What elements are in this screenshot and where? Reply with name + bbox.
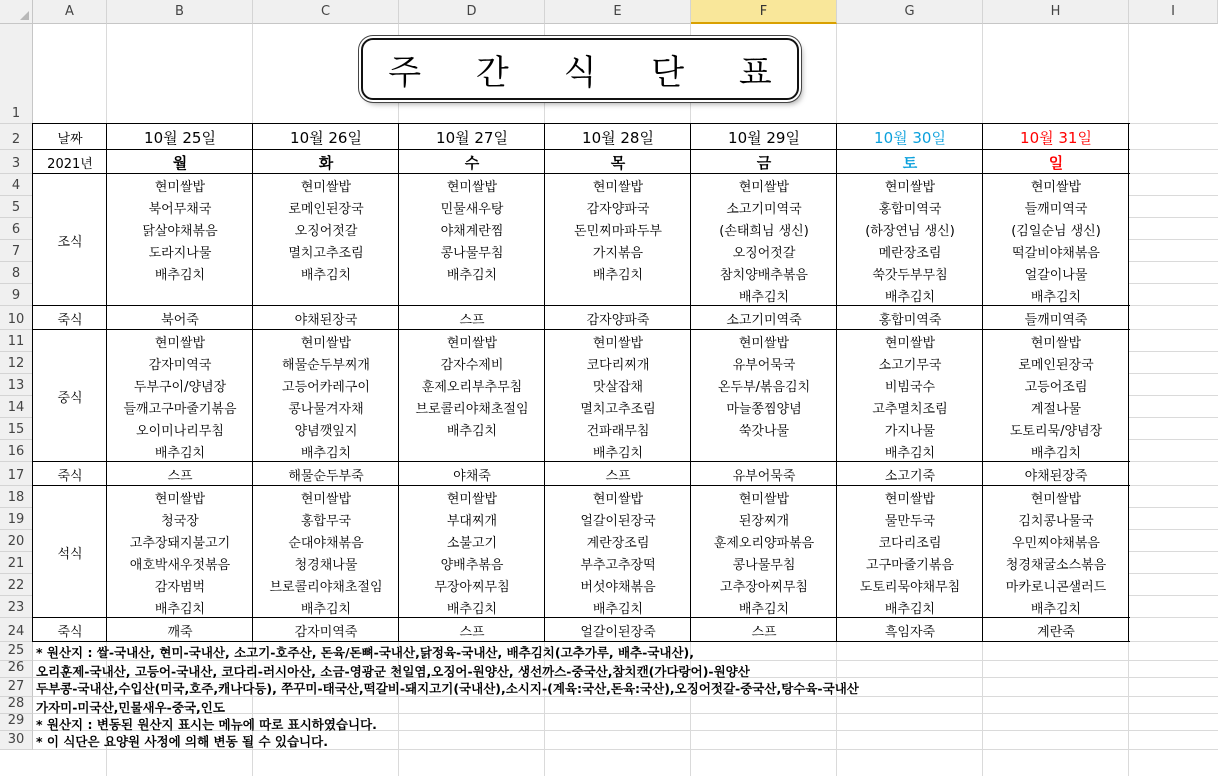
menu-item-cell[interactable]: 해물순두부찌개 <box>282 357 370 373</box>
menu-item-cell[interactable]: 양념깻잎지 <box>294 423 358 439</box>
row-header-20[interactable]: 20 <box>0 530 33 552</box>
menu-item-cell[interactable]: 온두부/볶음김치 <box>717 379 811 395</box>
menu-item-cell[interactable]: 현미쌀밥 <box>154 491 206 507</box>
origin-note-line: * 이 식단은 요양원 사정에 의해 변동 될 수 있습니다. <box>36 734 328 749</box>
row-header-21[interactable]: 21 <box>0 552 33 574</box>
menu-item-cell[interactable]: 배추김치 <box>592 601 644 617</box>
menu-item-cell[interactable]: 배추김치 <box>884 445 936 461</box>
menu-item-cell[interactable]: 현미쌀밥 <box>884 335 936 351</box>
table-border <box>1128 123 1129 642</box>
table-border <box>33 617 1130 618</box>
menu-item-cell[interactable]: 들깨고구마줄기볶음 <box>123 401 237 417</box>
row-header-12[interactable]: 12 <box>0 352 33 374</box>
menu-item-cell[interactable]: 배추김치 <box>300 601 352 617</box>
menu-item-cell[interactable]: 고추장돼지불고기 <box>129 535 231 551</box>
menu-item-cell[interactable]: 김치콩나물국 <box>1018 513 1094 529</box>
row-header-7[interactable]: 7 <box>0 240 33 262</box>
menu-item-cell[interactable]: 현미쌀밥 <box>884 491 936 507</box>
menu-item-cell[interactable]: 현미쌀밥 <box>300 335 352 351</box>
table-border <box>32 641 1129 642</box>
menu-item-cell[interactable]: 도토리묵/양념장 <box>1009 423 1103 439</box>
menu-item-cell[interactable]: 맛살잡채 <box>592 379 644 395</box>
menu-item-cell[interactable] <box>253 284 399 306</box>
menu-item-cell[interactable]: 콩나물무침 <box>440 245 504 261</box>
menu-item-cell[interactable]: 배추김치 <box>592 267 644 283</box>
menu-item-cell[interactable]: 계절나물 <box>1030 401 1082 417</box>
menu-item-cell[interactable]: 현미쌀밥 <box>592 179 644 195</box>
table-border <box>836 123 837 642</box>
title-text: 주 간 식 단 표 <box>388 52 794 93</box>
menu-item-cell[interactable]: 배추김치 <box>154 267 206 283</box>
row-header-5[interactable]: 5 <box>0 196 33 218</box>
menu-item-cell[interactable]: 들깨미역국 <box>1024 201 1088 217</box>
menu-item-cell[interactable]: 감자미역국 <box>148 357 212 373</box>
row-header-30[interactable]: 30 <box>0 731 33 750</box>
menu-item-cell[interactable] <box>399 440 545 462</box>
menu-item-cell[interactable]: 로메인된장국 <box>1018 357 1094 373</box>
row-header-11[interactable]: 11 <box>0 330 33 352</box>
menu-item-cell[interactable]: 고등어조림 <box>1024 379 1088 395</box>
column-header-f[interactable]: F <box>691 0 837 24</box>
title-box[interactable] <box>361 38 799 100</box>
weekday-cell[interactable]: 월 <box>172 153 188 172</box>
column-header-b[interactable]: B <box>107 0 253 24</box>
menu-item-cell[interactable]: 멸치고추조림 <box>580 401 656 417</box>
row-header-18[interactable]: 18 <box>0 486 33 508</box>
menu-item-cell[interactable]: 현미쌀밥 <box>738 335 790 351</box>
menu-item-cell[interactable]: 얼갈이된장국 <box>580 513 656 529</box>
menu-item-cell[interactable]: 소불고기 <box>446 535 498 551</box>
row-header-22[interactable]: 22 <box>0 574 33 596</box>
table-border <box>32 123 33 642</box>
menu-item-cell[interactable]: 소고기미역죽 <box>726 312 802 328</box>
column-header-g[interactable]: G <box>837 0 983 24</box>
menu-item-cell[interactable]: 감자양파죽 <box>586 312 650 328</box>
menu-item-cell[interactable]: 감자미역죽 <box>294 624 358 640</box>
menu-item-cell[interactable]: 건파래무침 <box>586 423 650 439</box>
menu-item-cell[interactable]: 북어무채국 <box>148 201 212 217</box>
row-header-6[interactable]: 6 <box>0 218 33 240</box>
row-header-29[interactable]: 29 <box>0 714 33 731</box>
row-header-4[interactable]: 4 <box>0 174 33 196</box>
menu-item-cell[interactable]: 멸치고추조림 <box>288 245 364 261</box>
meal-label-5[interactable]: 죽식 <box>57 624 83 640</box>
row-header-1[interactable]: 1 <box>0 24 33 124</box>
menu-item-cell[interactable]: 얼갈이된장죽 <box>580 624 656 640</box>
menu-item-cell[interactable]: 청경채나물 <box>294 557 358 573</box>
row-header-28[interactable]: 28 <box>0 697 33 714</box>
table-border <box>33 329 1130 330</box>
row-header-25[interactable]: 25 <box>0 642 33 661</box>
menu-item-cell[interactable]: 브로콜리야채초절임 <box>415 401 529 417</box>
row-header-16[interactable]: 16 <box>0 440 33 462</box>
menu-item-cell[interactable]: 배추김치 <box>154 445 206 461</box>
menu-item-cell[interactable]: 감자범벅 <box>154 579 206 595</box>
weekday-cell[interactable]: 화 <box>318 153 334 172</box>
table-border <box>33 305 1130 306</box>
menu-item-cell[interactable]: 배추김치 <box>154 601 206 617</box>
menu-item-cell[interactable]: 현미쌀밥 <box>1030 335 1082 351</box>
row-header-8[interactable]: 8 <box>0 262 33 284</box>
menu-item-cell[interactable]: 가지나물 <box>884 423 936 439</box>
select-all-corner[interactable] <box>0 0 33 24</box>
weekday-cell[interactable]: 금 <box>756 153 772 172</box>
meal-label-4[interactable]: 석식 <box>57 546 83 562</box>
menu-item-cell[interactable]: 코다리조림 <box>878 535 942 551</box>
menu-item-cell[interactable]: 스프 <box>751 624 777 640</box>
menu-item-cell[interactable]: 야채계란찜 <box>440 223 504 239</box>
menu-item-cell[interactable]: 쑥갓나물 <box>738 423 790 439</box>
menu-item-cell[interactable]: 감자양파국 <box>586 201 650 217</box>
menu-item-cell[interactable]: 부추고추장떡 <box>580 557 656 573</box>
origin-note-line: * 원산지 : 변동된 원산지 표시는 메뉴에 따로 표시하였습니다. <box>36 717 377 732</box>
menu-item-cell[interactable]: 북어죽 <box>161 312 199 328</box>
menu-item-cell[interactable]: 현미쌀밥 <box>592 491 644 507</box>
menu-item-cell[interactable]: 가지볶음 <box>592 245 644 261</box>
menu-item-cell[interactable]: 현미쌀밥 <box>738 491 790 507</box>
menu-item-cell[interactable]: 닭살야채볶음 <box>142 223 218 239</box>
row-header-23[interactable]: 23 <box>0 596 33 618</box>
row-header-19[interactable]: 19 <box>0 508 33 530</box>
menu-item-cell[interactable]: 소고기죽 <box>884 468 936 484</box>
menu-item-cell[interactable]: 훈제오리부추무침 <box>421 379 523 395</box>
table-border <box>252 123 253 642</box>
menu-item-cell[interactable]: 고등어카레구이 <box>282 379 370 395</box>
menu-item-cell[interactable]: 배추김치 <box>300 445 352 461</box>
menu-item-cell[interactable]: 현미쌀밥 <box>154 179 206 195</box>
menu-item-cell[interactable]: 마늘쫑찜양념 <box>726 401 802 417</box>
date-cell[interactable]: 10월 31일 <box>1020 128 1092 147</box>
row-header-17[interactable]: 17 <box>0 462 33 486</box>
menu-item-cell[interactable]: 해물순두부죽 <box>288 468 364 484</box>
menu-item-cell[interactable]: 배추김치 <box>592 445 644 461</box>
menu-item-cell[interactable]: 배추김치 <box>1030 601 1082 617</box>
menu-item-cell[interactable]: 스프 <box>605 468 631 484</box>
menu-item-cell[interactable]: (김일순님 생신) <box>1011 223 1101 239</box>
menu-item-cell[interactable]: 코다리찌개 <box>586 357 650 373</box>
menu-item-cell[interactable]: 흑임자죽 <box>884 624 936 640</box>
menu-item-cell[interactable]: 우민찌야채볶음 <box>1012 535 1100 551</box>
menu-item-cell[interactable]: 현미쌀밥 <box>1030 179 1082 195</box>
menu-item-cell[interactable]: 소고기무국 <box>878 357 942 373</box>
menu-item-cell[interactable]: 오이미나리무침 <box>136 423 224 439</box>
menu-item-cell[interactable]: 버섯야채볶음 <box>580 579 656 595</box>
menu-item-cell[interactable]: 훈제오리양파볶음 <box>713 535 815 551</box>
menu-item-cell[interactable]: 마카로니콘샐러드 <box>1005 579 1107 595</box>
menu-item-cell[interactable]: 배추김치 <box>1030 289 1082 305</box>
row-header-10[interactable]: 10 <box>0 306 33 330</box>
menu-item-cell[interactable]: 배추김치 <box>738 601 790 617</box>
menu-item-cell[interactable]: 배추김치 <box>446 423 498 439</box>
menu-item-cell[interactable]: 배추김치 <box>738 289 790 305</box>
table-border <box>544 123 545 642</box>
weekday-cell[interactable]: 일 <box>1048 153 1064 172</box>
meal-label-3[interactable]: 죽식 <box>57 468 83 484</box>
menu-item-cell[interactable]: 소고기미역국 <box>726 201 802 217</box>
menu-item-cell[interactable]: 참치양배추볶음 <box>720 267 808 283</box>
menu-item-cell[interactable]: 양배추볶음 <box>440 557 504 573</box>
menu-item-cell[interactable]: 현미쌀밥 <box>884 179 936 195</box>
menu-item-cell[interactable]: 청경채굴소스볶음 <box>1005 557 1107 573</box>
menu-item-cell[interactable]: 애호박새우젓볶음 <box>129 557 231 573</box>
origin-note-line: 오리훈제-국내산, 고등어-국내산, 코다리-러시아산, 소금-영광군 천일염,오징어-원양산, 생선까스-중국산,참치캔(가다랑어)-원양산 <box>36 664 750 679</box>
menu-item-cell[interactable]: 현미쌀밥 <box>446 179 498 195</box>
menu-item-cell[interactable]: 된장찌개 <box>738 513 790 529</box>
menu-item-cell[interactable]: 두부구이/양념장 <box>133 379 227 395</box>
weekday-cell[interactable]: 목 <box>610 153 626 172</box>
origin-note-line: 두부콩-국내산,수입산(미국,호주,캐나다등), 쭈꾸미-태국산,떡갈비-돼지고기(국내산),소시지-(계육:국산,돈육:국산),오징어젓갈-중국산,탕수육-국내산 <box>36 681 859 696</box>
menu-item-cell[interactable]: 야채죽 <box>453 468 491 484</box>
menu-item-cell[interactable] <box>107 284 253 306</box>
menu-item-cell[interactable]: 부대찌개 <box>446 513 498 529</box>
date-cell[interactable]: 10월 25일 <box>144 128 216 147</box>
table-border <box>33 149 1130 150</box>
menu-item-cell[interactable]: 쑥갓두부무침 <box>872 267 948 283</box>
menu-item-cell[interactable]: 야채된장죽 <box>1024 468 1088 484</box>
menu-item-cell[interactable]: 감자수제비 <box>440 357 504 373</box>
column-header-i[interactable]: I <box>1129 0 1218 24</box>
origin-note-line: * 원산지 : 쌀-국내산, 현미-국내산, 소고기-호주산, 돈육/돈뼈-국내산,닭정육-국내산, 배추김치(고추가루, 배추-국내산), <box>36 645 695 660</box>
menu-item-cell[interactable]: 배추김치 <box>446 601 498 617</box>
menu-item-cell[interactable]: 떡갈비야채볶음 <box>1012 245 1100 261</box>
column-header-h[interactable]: H <box>983 0 1129 24</box>
menu-item-cell[interactable]: 얼갈이나물 <box>1024 267 1088 283</box>
date-cell[interactable]: 10월 30일 <box>874 128 946 147</box>
meal-label-0[interactable]: 조식 <box>57 234 83 250</box>
weekday-cell[interactable]: 토 <box>902 153 918 172</box>
menu-item-cell[interactable]: 돈민찌마파두부 <box>574 223 662 239</box>
menu-item-cell[interactable]: (손태희님 생신) <box>719 223 809 239</box>
menu-item-cell[interactable]: 깨죽 <box>167 624 193 640</box>
menu-item-cell[interactable]: 홍합미역죽 <box>878 312 942 328</box>
column-header-e[interactable]: E <box>545 0 691 24</box>
menu-item-cell[interactable]: 홍합무국 <box>300 513 352 529</box>
menu-item-cell[interactable]: 현미쌀밥 <box>154 335 206 351</box>
menu-item-cell[interactable]: 배추김치 <box>1030 445 1082 461</box>
menu-item-cell[interactable]: 비빔국수 <box>884 379 936 395</box>
table-border <box>398 123 399 642</box>
menu-item-cell[interactable]: 순대야채볶음 <box>288 535 364 551</box>
menu-item-cell[interactable]: 유부어묵죽 <box>732 468 796 484</box>
menu-item-cell[interactable]: 현미쌀밥 <box>446 335 498 351</box>
row-header-3[interactable]: 3 <box>0 150 33 174</box>
menu-item-cell[interactable]: 로메인된장국 <box>288 201 364 217</box>
date-cell[interactable]: 10월 29일 <box>728 128 800 147</box>
row-header-24[interactable]: 24 <box>0 618 33 642</box>
menu-item-cell[interactable] <box>545 284 691 306</box>
menu-item-cell[interactable]: 홍합미역국 <box>878 201 942 217</box>
menu-item-cell[interactable]: 도토리묵야채무침 <box>859 579 961 595</box>
row-header-26[interactable]: 26 <box>0 661 33 678</box>
menu-item-cell[interactable]: 무장아찌무침 <box>434 579 510 595</box>
meal-label-1[interactable]: 죽식 <box>57 312 83 328</box>
row-header-15[interactable]: 15 <box>0 418 33 440</box>
table-border <box>106 123 107 642</box>
menu-item-cell[interactable]: 콩나물무침 <box>732 557 796 573</box>
column-header-c[interactable]: C <box>253 0 399 24</box>
table-border <box>33 173 1130 174</box>
table-border <box>33 461 1130 462</box>
menu-item-cell[interactable]: 현미쌀밥 <box>300 491 352 507</box>
date-cell[interactable]: 10월 28일 <box>582 128 654 147</box>
row-header-13[interactable]: 13 <box>0 374 33 396</box>
table-border <box>982 123 983 642</box>
origin-note-line: 가자미-미국산,민물새우-중국,인도 <box>36 700 225 715</box>
menu-item-cell[interactable]: 청국장 <box>161 513 199 529</box>
menu-item-cell[interactable]: 오징어젓갈 <box>732 245 796 261</box>
menu-item-cell[interactable]: 들깨미역죽 <box>1024 312 1088 328</box>
menu-item-cell[interactable]: 고추멸치조림 <box>872 401 948 417</box>
menu-item-cell[interactable]: (하장연님 생신) <box>865 223 955 239</box>
column-header-a[interactable]: A <box>33 0 107 24</box>
menu-item-cell[interactable]: 현미쌀밥 <box>446 491 498 507</box>
menu-item-cell[interactable]: 계란장조림 <box>586 535 650 551</box>
row-header-9[interactable]: 9 <box>0 284 33 306</box>
menu-item-cell[interactable]: 고구마줄기볶음 <box>866 557 954 573</box>
menu-item-cell[interactable]: 배추김치 <box>446 267 498 283</box>
menu-item-cell[interactable]: 고추장아찌무침 <box>720 579 808 595</box>
menu-item-cell[interactable]: 스프 <box>167 468 193 484</box>
date-cell[interactable]: 10월 27일 <box>436 128 508 147</box>
year-label-cell[interactable]: 2021년 <box>47 156 93 172</box>
menu-item-cell[interactable]: 스프 <box>459 624 485 640</box>
meal-label-2[interactable]: 중식 <box>57 390 83 406</box>
table-border <box>690 123 691 642</box>
menu-item-cell[interactable]: 오징어젓갈 <box>294 223 358 239</box>
menu-item-cell[interactable]: 유부어묵국 <box>732 357 796 373</box>
menu-item-cell[interactable]: 브로콜리야채초절임 <box>269 579 383 595</box>
menu-item-cell[interactable]: 야채된장국 <box>294 312 358 328</box>
table-border <box>33 123 1130 124</box>
menu-item-cell[interactable]: 민물새우탕 <box>440 201 504 217</box>
menu-item-cell[interactable]: 현미쌀밥 <box>1030 491 1082 507</box>
menu-item-cell[interactable]: 현미쌀밥 <box>300 179 352 195</box>
menu-item-cell[interactable]: 배추김치 <box>884 601 936 617</box>
menu-item-cell[interactable]: 배추김치 <box>300 267 352 283</box>
menu-item-cell[interactable]: 배추김치 <box>884 289 936 305</box>
menu-item-cell[interactable]: 물만두국 <box>884 513 936 529</box>
menu-item-cell[interactable]: 스프 <box>459 312 485 328</box>
menu-item-cell[interactable] <box>691 440 837 462</box>
menu-item-cell[interactable]: 현미쌀밥 <box>738 179 790 195</box>
row-header-27[interactable]: 27 <box>0 678 33 697</box>
date-cell[interactable]: 10월 26일 <box>290 128 362 147</box>
menu-item-cell[interactable] <box>399 284 545 306</box>
row-header-2[interactable]: 2 <box>0 124 33 150</box>
menu-item-cell[interactable]: 계란죽 <box>1037 624 1075 640</box>
menu-item-cell[interactable]: 현미쌀밥 <box>592 335 644 351</box>
column-header-d[interactable]: D <box>399 0 545 24</box>
date-label-cell[interactable]: 날짜 <box>57 131 83 147</box>
row-header-14[interactable]: 14 <box>0 396 33 418</box>
menu-item-cell[interactable]: 콩나물겨자채 <box>288 401 364 417</box>
table-border <box>33 485 1130 486</box>
menu-item-cell[interactable]: 메란장조림 <box>878 245 942 261</box>
weekday-cell[interactable]: 수 <box>464 153 480 172</box>
menu-item-cell[interactable]: 도라지나물 <box>148 245 212 261</box>
